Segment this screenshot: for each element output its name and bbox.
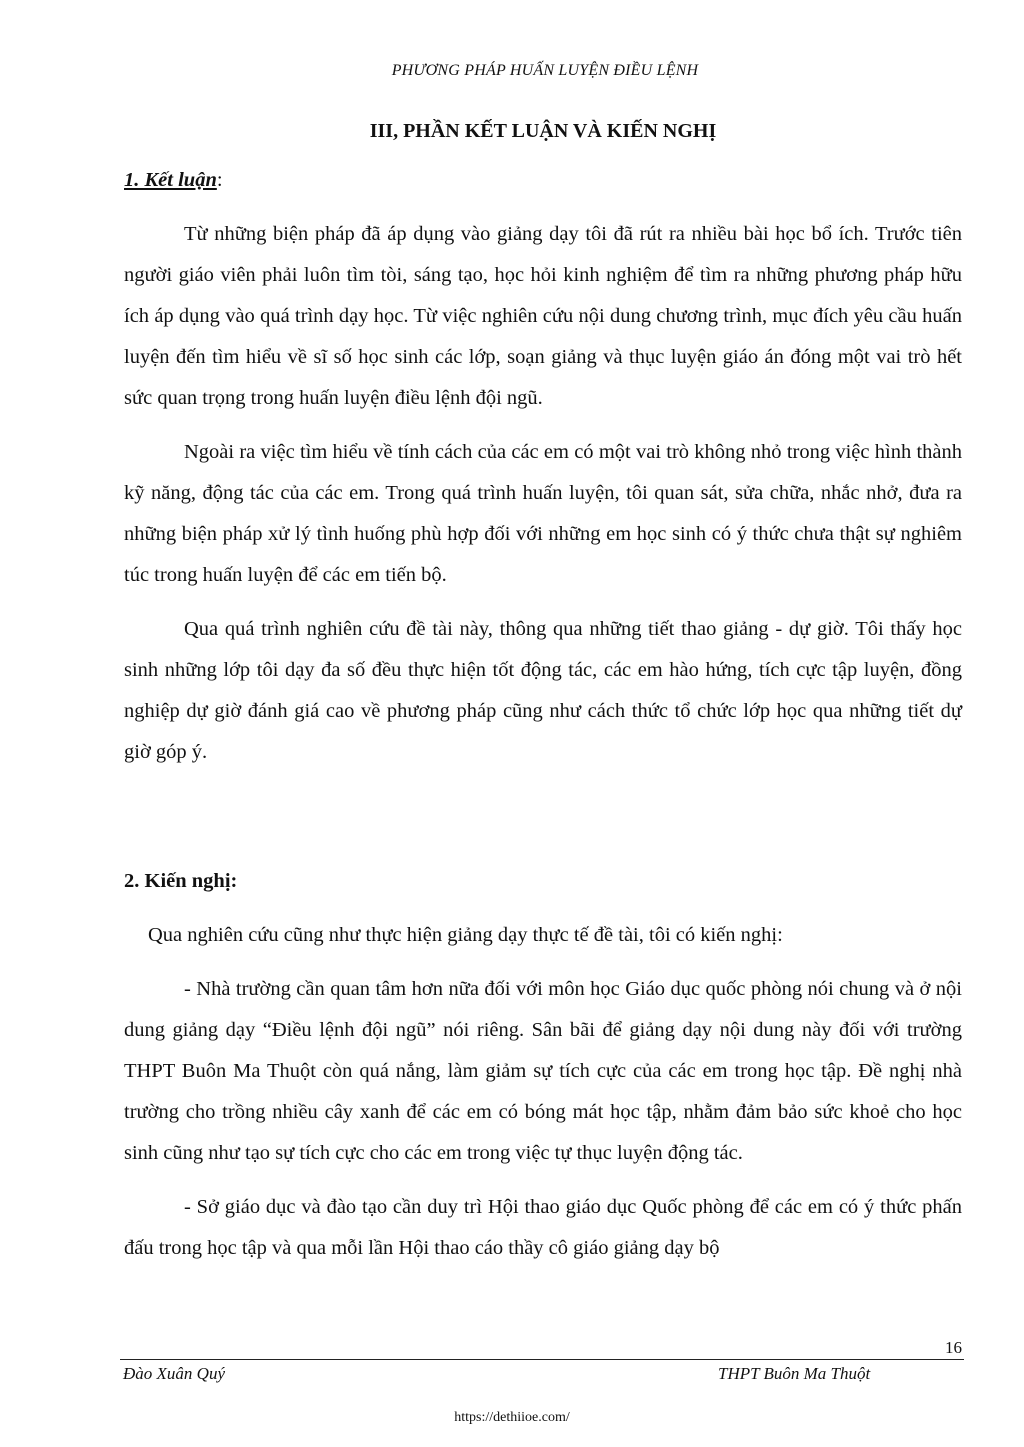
conclusion-paragraph-2: Ngoài ra việc tìm hiểu về tính cách của các em có một vai trò không nhỏ trong việc hình thành kỹ năng, động tác của các em. Trong quá trình huấn luyện, tôi quan sát, sửa chữa, nhắc nhở, đưa ra những biện pháp xử lý tình huống phù hợp đối với những em học sinh có ý thức chưa thật sự nghiêm túc trong huấn luyện để các em tiến bộ. xyxy=(124,441,962,586)
footer-school: THPT Buôn Ma Thuột xyxy=(718,1364,871,1383)
recommendation-item-2: - Sở giáo dục và đào tạo cần duy trì Hội thao giáo dục Quốc phòng để các em có ý thức phấn đấu trong học tập và qua mỗi lần Hội thao cáo thầy cô giáo giảng dạy bộ xyxy=(124,1196,962,1259)
conclusion-heading: 1. Kết luận: xyxy=(124,169,223,191)
recommendation-item-1: - Nhà trường cần quan tâm hơn nữa đối với môn học Giáo dục quốc phòng nói chung và ở nội dung giảng dạy “Điều lệnh đội ngũ” nói riêng. Sân bãi để giảng dạy nội dung này đối với trường THPT Buôn Ma Thuột còn quá nắng, làm giảm sự tích cực của các em trong học tập. Đề nghị nhà trường cho trồng nhiều cây xanh để các em có bóng mát học tập, nhằm đảm bảo sức khoẻ cho học sinh cũng như tạo sự tích cực cho các em trong việc tự thục luyện động tác. xyxy=(124,978,962,1164)
recommendation-heading: 2. Kiến nghị: xyxy=(124,870,238,892)
conclusion-block xyxy=(124,160,962,773)
recommendation-block xyxy=(124,861,962,1269)
conclusion-paragraph-1: Từ những biện pháp đã áp dụng vào giảng dạy tôi đã rút ra nhiều bài học bổ ích. Trước tiên người giáo viên phải luôn tìm tòi, sáng tạo, học hỏi kinh nghiệm để tìm ra những phương pháp hữu ích áp dụng vào quá trình dạy học. Từ việc nghiên cứu nội dung chương trình, mục đích yêu cầu huấn luyện đến tìm hiểu về sĩ số học sinh các lớp, soạn giảng và thục luyện giáo án đóng một vai trò hết sức quan trọng trong huấn luyện điều lệnh đội ngũ. xyxy=(124,223,962,409)
conclusion-paragraph-3: Qua quá trình nghiên cứu đề tài này, thông qua những tiết thao giảng - dự giờ. Tôi thấy học sinh những lớp tôi dạy đa số đều thực hiện tốt động tác, các em hào hứng, tích cực tập luyện, đồng nghiệp dự giờ đánh giá cao về phương pháp cũng như cách thức tổ chức lớp học qua những tiết dự giờ góp ý. xyxy=(124,618,962,763)
footer-author: Đào Xuân Quý xyxy=(123,1364,225,1383)
running-header xyxy=(0,62,1024,80)
running-header-title: PHƯƠNG PHÁP HUẤN LUYỆN ĐIỀU LỆNH xyxy=(391,62,699,79)
recommendation-intro: Qua nghiên cứu cũng như thực hiện giảng dạy thực tế đề tài, tôi có kiến nghị: xyxy=(148,924,783,946)
page-number: 16 xyxy=(945,1338,962,1357)
footer-url: https://dethiioe.com/ xyxy=(454,1410,570,1425)
footer-divider xyxy=(120,1359,964,1360)
section-title: III, PHẦN KẾT LUẬN VÀ KIẾN NGHỊ xyxy=(369,120,717,142)
